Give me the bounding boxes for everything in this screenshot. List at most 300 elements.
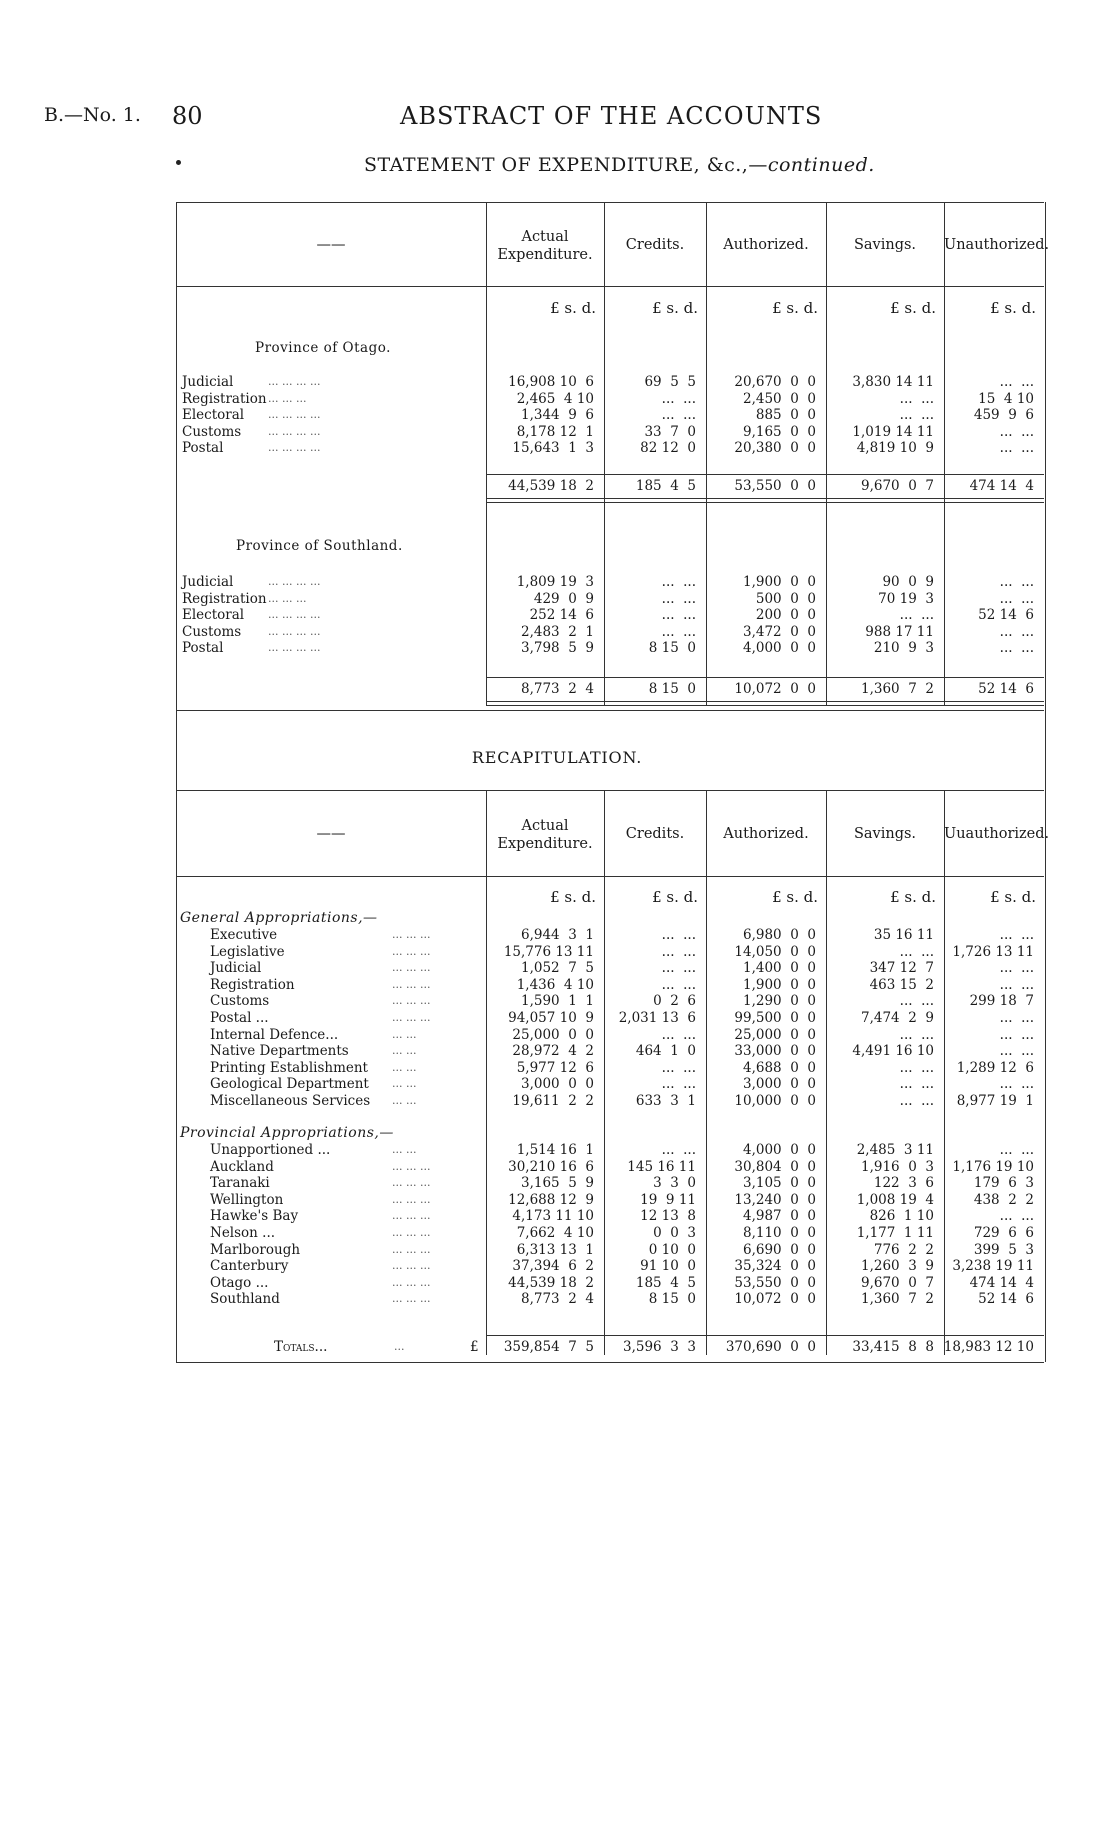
cell-amount: 1,514 16 1: [516, 1142, 594, 1158]
leader-dots: ... ...: [392, 1077, 417, 1091]
leader-dots: ... ... ...: [392, 944, 431, 958]
cell-amount: ... ...: [661, 976, 696, 993]
cell-amount: ... ...: [899, 390, 934, 407]
cell-amount: 8 15 0: [648, 1291, 696, 1308]
cell-amount: 35 16 11: [873, 927, 934, 943]
cell-amount: 9,670 0 7: [861, 478, 934, 494]
cell-amount: 15,643 1 3: [512, 440, 594, 457]
table-row: [0, 1225, 1114, 1241]
column-header-authorized: Authorized.: [723, 826, 809, 842]
cell-amount: 2,465 4 10: [516, 390, 594, 407]
cell-amount: 252 14 6: [529, 607, 594, 624]
cell-amount: ... ...: [999, 1043, 1034, 1060]
table-row: [0, 407, 1114, 423]
table-row-totals: [0, 1339, 1114, 1355]
page-subtitle: [364, 154, 875, 176]
row-label: Executive: [210, 927, 278, 943]
table-row: [0, 1093, 1114, 1109]
cell-amount: 1,360 7 2: [861, 681, 934, 697]
cell-amount: 1,436 4 10: [516, 976, 594, 993]
leader-dots: ... ...: [392, 1094, 417, 1107]
cell-amount: ... ...: [661, 623, 696, 640]
cell-amount: 1,726 13 11: [952, 943, 1034, 960]
table-row: [0, 1010, 1114, 1026]
cell-amount: 5,977 12 6: [516, 1059, 594, 1076]
cell-amount: 33,000 0 0: [734, 1043, 816, 1060]
cell-amount: 44,539 18 2: [508, 1274, 594, 1291]
leader-dots: ... ... ... ...: [268, 575, 321, 588]
cell-amount: 1,290 0 0: [743, 993, 816, 1010]
cell-amount: 3 3 0: [653, 1175, 696, 1192]
cell-amount: 2,031 13 6: [618, 1010, 696, 1026]
cell-amount: ... ...: [999, 1010, 1034, 1026]
cell-amount: 8,110 0 0: [743, 1225, 816, 1241]
table-row: [0, 1192, 1114, 1208]
cell-amount: 7,662 4 10: [516, 1225, 594, 1241]
cell-amount: 10,000 0 0: [734, 1093, 816, 1109]
cell-amount: 3,238 19 11: [952, 1258, 1034, 1275]
leader-dots: ... ... ... ...: [268, 441, 321, 455]
table-row: [0, 1175, 1114, 1191]
rule-horizontal: [486, 705, 1044, 706]
cell-amount: 6,980 0 0: [743, 927, 816, 943]
table-row: [0, 977, 1114, 993]
cell-amount: 0 0 3: [653, 1225, 696, 1241]
cell-amount: 1,360 7 2: [861, 1291, 934, 1308]
cell-amount: ... ...: [999, 590, 1034, 607]
cell-amount: ... ...: [999, 574, 1034, 590]
cell-amount: 429 0 9: [533, 590, 594, 607]
rule-horizontal: [486, 677, 1044, 678]
table-row: [0, 1208, 1114, 1224]
table-row: [0, 927, 1114, 943]
cell-amount: 10,072 0 0: [734, 681, 816, 697]
table-row-total: [0, 681, 1114, 697]
column-header-blank: ——: [316, 826, 346, 842]
cell-amount: 2,483 2 1: [521, 623, 594, 640]
table-row: [0, 640, 1114, 656]
cell-amount: ... ...: [999, 1142, 1034, 1158]
row-label: Miscellaneous Services: [210, 1093, 371, 1109]
rule-horizontal: [176, 202, 1044, 203]
cell-amount: 4,688 0 0: [743, 1059, 816, 1076]
cell-amount: 4,819 10 9: [856, 440, 934, 457]
table-row: [0, 993, 1114, 1009]
leader-dots: ... ... ...: [392, 1209, 431, 1223]
cell-amount: 776 2 2: [873, 1241, 934, 1258]
cell-amount: 20,670 0 0: [734, 374, 816, 390]
document-reference: B.—No. 1.: [44, 104, 141, 126]
cell-amount: 82 12 0: [640, 440, 696, 457]
cell-amount: 69 5 5: [644, 374, 696, 390]
row-label: Otago ...: [210, 1274, 269, 1291]
cell-amount: 1,289 12 6: [956, 1059, 1034, 1076]
table-row: [0, 424, 1114, 440]
section-heading-otago: Province of Otago.: [255, 340, 391, 356]
leader-dots: ... ... ...: [392, 928, 431, 941]
cell-amount: 19,611 2 2: [512, 1093, 594, 1109]
row-label: Registration: [182, 590, 267, 607]
cell-amount: 1,008 19 4: [856, 1191, 934, 1208]
rule-horizontal: [486, 701, 1044, 702]
cell-amount: 0 2 6: [653, 993, 696, 1010]
row-label: Postal: [182, 440, 224, 457]
cell-amount: 33 7 0: [644, 423, 696, 440]
cell-amount: ... ...: [661, 1142, 696, 1158]
cell-amount: 3,000 0 0: [743, 1076, 816, 1093]
row-label: Unapportioned ...: [210, 1142, 331, 1158]
table-row: [0, 1258, 1114, 1274]
cell-amount: 1,900 0 0: [743, 574, 816, 590]
cell-amount: 633 3 1: [635, 1093, 696, 1109]
cell-amount: 52 14 6: [978, 681, 1034, 697]
column-header-unauthorized: Unauthorized.: [944, 237, 1050, 253]
cell-amount: 25,000 0 0: [734, 1026, 816, 1043]
cell-amount: 122 3 6: [873, 1175, 934, 1192]
table-row: [0, 960, 1114, 976]
cell-amount: 185 4 5: [635, 1274, 696, 1291]
leader-dots: ... ... ...: [392, 1159, 431, 1173]
row-label: Postal: [182, 640, 224, 657]
row-label: Southland: [210, 1291, 280, 1308]
row-label: Geological Department: [210, 1076, 369, 1093]
subtitle-continued: continued.: [767, 154, 875, 176]
leader-dots: ... ...: [392, 1143, 417, 1156]
cell-amount: 347 12 7: [869, 960, 934, 977]
cell-amount: 0 10 0: [648, 1241, 696, 1258]
cell-amount: 185 4 5: [635, 478, 696, 494]
cell-amount: ... ...: [899, 1026, 934, 1043]
cell-amount: ... ...: [999, 623, 1034, 640]
unit-header: £ s. d.: [772, 299, 818, 317]
row-label: Customs: [182, 623, 242, 640]
leader-dots: ... ...: [392, 1044, 417, 1058]
rule-horizontal: [486, 498, 1044, 499]
cell-amount: 14,050 0 0: [734, 943, 816, 960]
leader-dots: ... ... ...: [392, 1011, 431, 1024]
cell-amount: 8,773 2 4: [521, 1291, 594, 1308]
cell-amount: 6,313 13 1: [516, 1241, 594, 1258]
cell-amount: 90 0 9: [882, 574, 934, 590]
cell-amount: ... ...: [661, 407, 696, 424]
cell-amount: 9,165 0 0: [743, 423, 816, 440]
cell-amount: 210 9 3: [873, 640, 934, 657]
cell-amount: 988 17 11: [865, 623, 934, 640]
leader-dots: ... ... ...: [392, 1242, 431, 1256]
cell-amount: 200 0 0: [755, 607, 816, 624]
subtitle-main: STATEMENT OF EXPENDITURE, &c.,—: [364, 154, 768, 176]
row-label: Electoral: [182, 607, 245, 624]
cell-amount: 33,415 8 8: [852, 1339, 934, 1355]
rule-horizontal: [176, 286, 1044, 287]
cell-amount: ... ...: [999, 1208, 1034, 1225]
rule-horizontal: [486, 474, 1044, 475]
cell-amount: 474 14 4: [969, 1274, 1034, 1291]
row-label: Electoral: [182, 407, 245, 424]
cell-amount: 438 2 2: [973, 1191, 1034, 1208]
cell-amount: 8 15 0: [648, 640, 696, 657]
cell-amount: 1,590 1 1: [521, 993, 594, 1010]
cell-amount: ... ...: [899, 993, 934, 1010]
cell-amount: 1,344 9 6: [521, 407, 594, 424]
unit-header: £ s. d.: [652, 888, 698, 906]
row-label: Registration: [182, 390, 267, 407]
leader-dots: ... ... ... ...: [268, 624, 321, 638]
leader-dots: ... ... ...: [392, 1192, 431, 1206]
cell-amount: 474 14 4: [969, 478, 1034, 494]
cell-amount: 15,776 13 11: [503, 943, 594, 960]
column-header-unauthorized: Uuauthorized.: [944, 826, 1050, 842]
cell-amount: 3,798 5 9: [521, 640, 594, 657]
unit-header: £ s. d.: [990, 888, 1036, 906]
leader-dots: ... ... ...: [268, 591, 307, 605]
cell-amount: 2,450 0 0: [743, 390, 816, 407]
leader-dots: ... ... ...: [392, 977, 431, 991]
row-label: Legislative: [210, 943, 285, 960]
table-row: [0, 374, 1114, 390]
cell-amount: ... ...: [661, 574, 696, 590]
cell-amount: 52 14 6: [978, 1291, 1034, 1308]
cell-amount: 8,178 12 1: [516, 423, 594, 440]
cell-amount: 6,690 0 0: [743, 1241, 816, 1258]
leader-dots: ... ... ...: [392, 1275, 431, 1289]
cell-amount: 4,491 16 10: [852, 1043, 934, 1060]
row-label: Judicial: [182, 574, 234, 590]
row-label: Registration: [210, 976, 295, 993]
column-header-blank: ——: [316, 237, 346, 253]
cell-amount: ... ...: [999, 960, 1034, 977]
cell-amount: ... ...: [999, 640, 1034, 657]
cell-amount: ... ...: [661, 927, 696, 943]
row-label: Customs: [182, 423, 242, 440]
cell-amount: 3,830 14 11: [852, 374, 934, 390]
cell-amount: ... ...: [999, 423, 1034, 440]
cell-amount: 885 0 0: [755, 407, 816, 424]
leader-dots: ... ... ... ...: [268, 641, 321, 655]
cell-amount: 44,539 18 2: [508, 478, 594, 494]
cell-amount: ... ...: [899, 407, 934, 424]
leader-dots: ... ... ... ...: [268, 408, 321, 422]
leader-dots: ... ... ...: [392, 1176, 431, 1190]
cell-amount: 30,804 0 0: [734, 1158, 816, 1175]
cell-amount: ... ...: [999, 927, 1034, 943]
cell-amount: ... ...: [999, 374, 1034, 390]
cell-amount: 35,324 0 0: [734, 1258, 816, 1275]
table-row: [0, 624, 1114, 640]
cell-amount: ... ...: [661, 1026, 696, 1043]
cell-amount: ... ...: [899, 1076, 934, 1093]
table-row: [0, 1060, 1114, 1076]
cell-amount: 16,908 10 6: [508, 374, 594, 390]
cell-amount: 1,400 0 0: [743, 960, 816, 977]
cell-amount: 370,690 0 0: [725, 1339, 816, 1355]
rule-horizontal: [176, 1362, 1044, 1363]
table-row: [0, 1159, 1114, 1175]
column-header-actual-expenditure: Actual Expenditure.: [497, 818, 593, 852]
cell-amount: 53,550 0 0: [734, 478, 816, 494]
section-heading-provincial: Provincial Appropriations,—: [180, 1125, 394, 1141]
row-label: Judicial: [210, 960, 262, 977]
table-row-total: [0, 478, 1114, 494]
unit-header: £ s. d.: [550, 888, 596, 906]
table-row: [0, 1142, 1114, 1158]
cell-amount: 1,019 14 11: [852, 423, 934, 440]
cell-amount: 179 6 3: [973, 1175, 1034, 1192]
cell-amount: 37,394 6 2: [512, 1258, 594, 1275]
table-row: [0, 440, 1114, 456]
unit-header: £ s. d.: [772, 888, 818, 906]
cell-amount: ... ...: [899, 607, 934, 624]
row-label: Postal ...: [210, 1010, 269, 1026]
cell-amount: 3,000 0 0: [521, 1076, 594, 1093]
unit-header: £ s. d.: [652, 299, 698, 317]
column-header-savings: Savings.: [853, 237, 917, 253]
cell-amount: 12,688 12 9: [508, 1191, 594, 1208]
table-row: [0, 1242, 1114, 1258]
table-row: [0, 1076, 1114, 1092]
column-header-savings: Savings.: [853, 826, 917, 842]
cell-amount: 13,240 0 0: [734, 1191, 816, 1208]
leader-dots: ...: [394, 1340, 405, 1353]
rule-horizontal: [176, 710, 1044, 711]
unit-header: £ s. d.: [990, 299, 1036, 317]
cell-amount: 53,550 0 0: [734, 1274, 816, 1291]
table-row: [0, 607, 1114, 623]
table-row: [0, 944, 1114, 960]
cell-amount: ... ...: [999, 976, 1034, 993]
cell-amount: 3,472 0 0: [743, 623, 816, 640]
column-header-credits: Credits.: [625, 826, 685, 842]
page-number: 80: [172, 102, 203, 130]
table-row: [0, 391, 1114, 407]
row-label: Nelson ...: [210, 1225, 276, 1241]
cell-amount: ... ...: [661, 390, 696, 407]
cell-amount: 459 9 6: [973, 407, 1034, 424]
cell-amount: 8 15 0: [648, 681, 696, 697]
row-label: Printing Establishment: [210, 1059, 368, 1076]
row-label: Marlborough: [210, 1241, 301, 1258]
cell-amount: 7,474 2 9: [861, 1010, 934, 1026]
row-label: Hawke's Bay: [210, 1208, 299, 1225]
leader-dots: ... ... ...: [268, 391, 307, 405]
column-header-actual-expenditure: Actual Expenditure.: [497, 229, 593, 263]
row-label: Native Departments: [210, 1043, 349, 1060]
cell-amount: ... ...: [661, 1076, 696, 1093]
unit-header: £ s. d.: [890, 299, 936, 317]
leader-dots: ... ... ...: [392, 1292, 431, 1306]
row-label: Canterbury: [210, 1258, 289, 1275]
cell-amount: 99,500 0 0: [734, 1010, 816, 1026]
pound-sign: £: [470, 1339, 479, 1355]
cell-amount: 4,987 0 0: [743, 1208, 816, 1225]
cell-amount: ... ...: [899, 1093, 934, 1109]
cell-amount: 18,983 12 10: [943, 1339, 1034, 1355]
cell-amount: 3,596 3 3: [623, 1339, 696, 1355]
cell-amount: ... ...: [999, 1076, 1034, 1093]
leader-dots: ... ... ...: [392, 1259, 431, 1273]
table-row: [0, 591, 1114, 607]
cell-amount: 463 15 2: [869, 976, 934, 993]
row-label: Wellington: [210, 1191, 284, 1208]
rule-horizontal: [176, 876, 1044, 877]
cell-amount: 500 0 0: [755, 590, 816, 607]
cell-amount: ... ...: [899, 1059, 934, 1076]
unit-header: £ s. d.: [550, 299, 596, 317]
cell-amount: ... ...: [661, 960, 696, 977]
cell-amount: 299 18 7: [969, 993, 1034, 1010]
row-label: Taranaki: [210, 1175, 270, 1192]
cell-amount: 9,670 0 7: [861, 1274, 934, 1291]
cell-amount: 8,977 19 1: [956, 1093, 1034, 1109]
cell-amount: 826 1 10: [869, 1208, 934, 1225]
cell-amount: 1,916 0 3: [861, 1158, 934, 1175]
leader-dots: ... ... ... ...: [268, 608, 321, 622]
cell-amount: 8,773 2 4: [521, 681, 594, 697]
cell-amount: ... ...: [661, 1059, 696, 1076]
cell-amount: 30,210 16 6: [508, 1158, 594, 1175]
cell-amount: 145 16 11: [627, 1158, 696, 1175]
cell-amount: 6,944 3 1: [521, 927, 594, 943]
cell-amount: 70 19 3: [878, 590, 934, 607]
cell-amount: ... ...: [661, 607, 696, 624]
cell-amount: 52 14 6: [978, 607, 1034, 624]
unit-header: £ s. d.: [890, 888, 936, 906]
row-label: Customs: [210, 993, 270, 1010]
cell-amount: 20,380 0 0: [734, 440, 816, 457]
cell-amount: ... ...: [661, 943, 696, 960]
cell-amount: 3,165 5 9: [521, 1175, 594, 1192]
row-label: Totals...: [274, 1339, 328, 1355]
cell-amount: 4,173 11 10: [512, 1208, 594, 1225]
cell-amount: 1,260 3 9: [861, 1258, 934, 1275]
recapitulation-title: RECAPITULATION.: [471, 748, 643, 767]
cell-amount: 1,052 7 5: [521, 960, 594, 977]
table-row: [0, 1275, 1114, 1291]
cell-amount: 4,000 0 0: [743, 640, 816, 657]
leader-dots: ... ... ...: [392, 994, 431, 1008]
leader-dots: ... ... ...: [392, 1226, 431, 1239]
cell-amount: 4,000 0 0: [743, 1142, 816, 1158]
cell-amount: 2,485 3 11: [856, 1142, 934, 1158]
cell-amount: 25,000 0 0: [512, 1026, 594, 1043]
cell-amount: 1,176 19 10: [952, 1158, 1034, 1175]
cell-amount: 91 10 0: [640, 1258, 696, 1275]
row-label: Internal Defence...: [210, 1026, 339, 1043]
rule-horizontal: [486, 1335, 1044, 1336]
cell-amount: 3,105 0 0: [743, 1175, 816, 1192]
cell-amount: 1,177 1 11: [856, 1225, 934, 1241]
table-row: [0, 1291, 1114, 1307]
leader-dots: ... ... ... ...: [268, 424, 321, 438]
cell-amount: ... ...: [999, 440, 1034, 457]
column-header-authorized: Authorized.: [723, 237, 809, 253]
leader-dots: ... ... ...: [392, 961, 431, 975]
cell-amount: 399 5 3: [973, 1241, 1034, 1258]
table-row: [0, 574, 1114, 590]
leader-dots: ... ...: [392, 1027, 417, 1041]
cell-amount: 15 4 10: [978, 390, 1034, 407]
cell-amount: ... ...: [899, 943, 934, 960]
column-header-credits: Credits.: [625, 237, 685, 253]
rule-horizontal: [486, 502, 1044, 503]
rule-horizontal: [176, 790, 1044, 791]
cell-amount: ... ...: [999, 1026, 1034, 1043]
leader-dots: ... ... ... ...: [268, 375, 321, 388]
cell-amount: 10,072 0 0: [734, 1291, 816, 1308]
cell-amount: 1,900 0 0: [743, 976, 816, 993]
cell-amount: 1,809 19 3: [516, 574, 594, 590]
bullet-mark: [176, 160, 181, 165]
